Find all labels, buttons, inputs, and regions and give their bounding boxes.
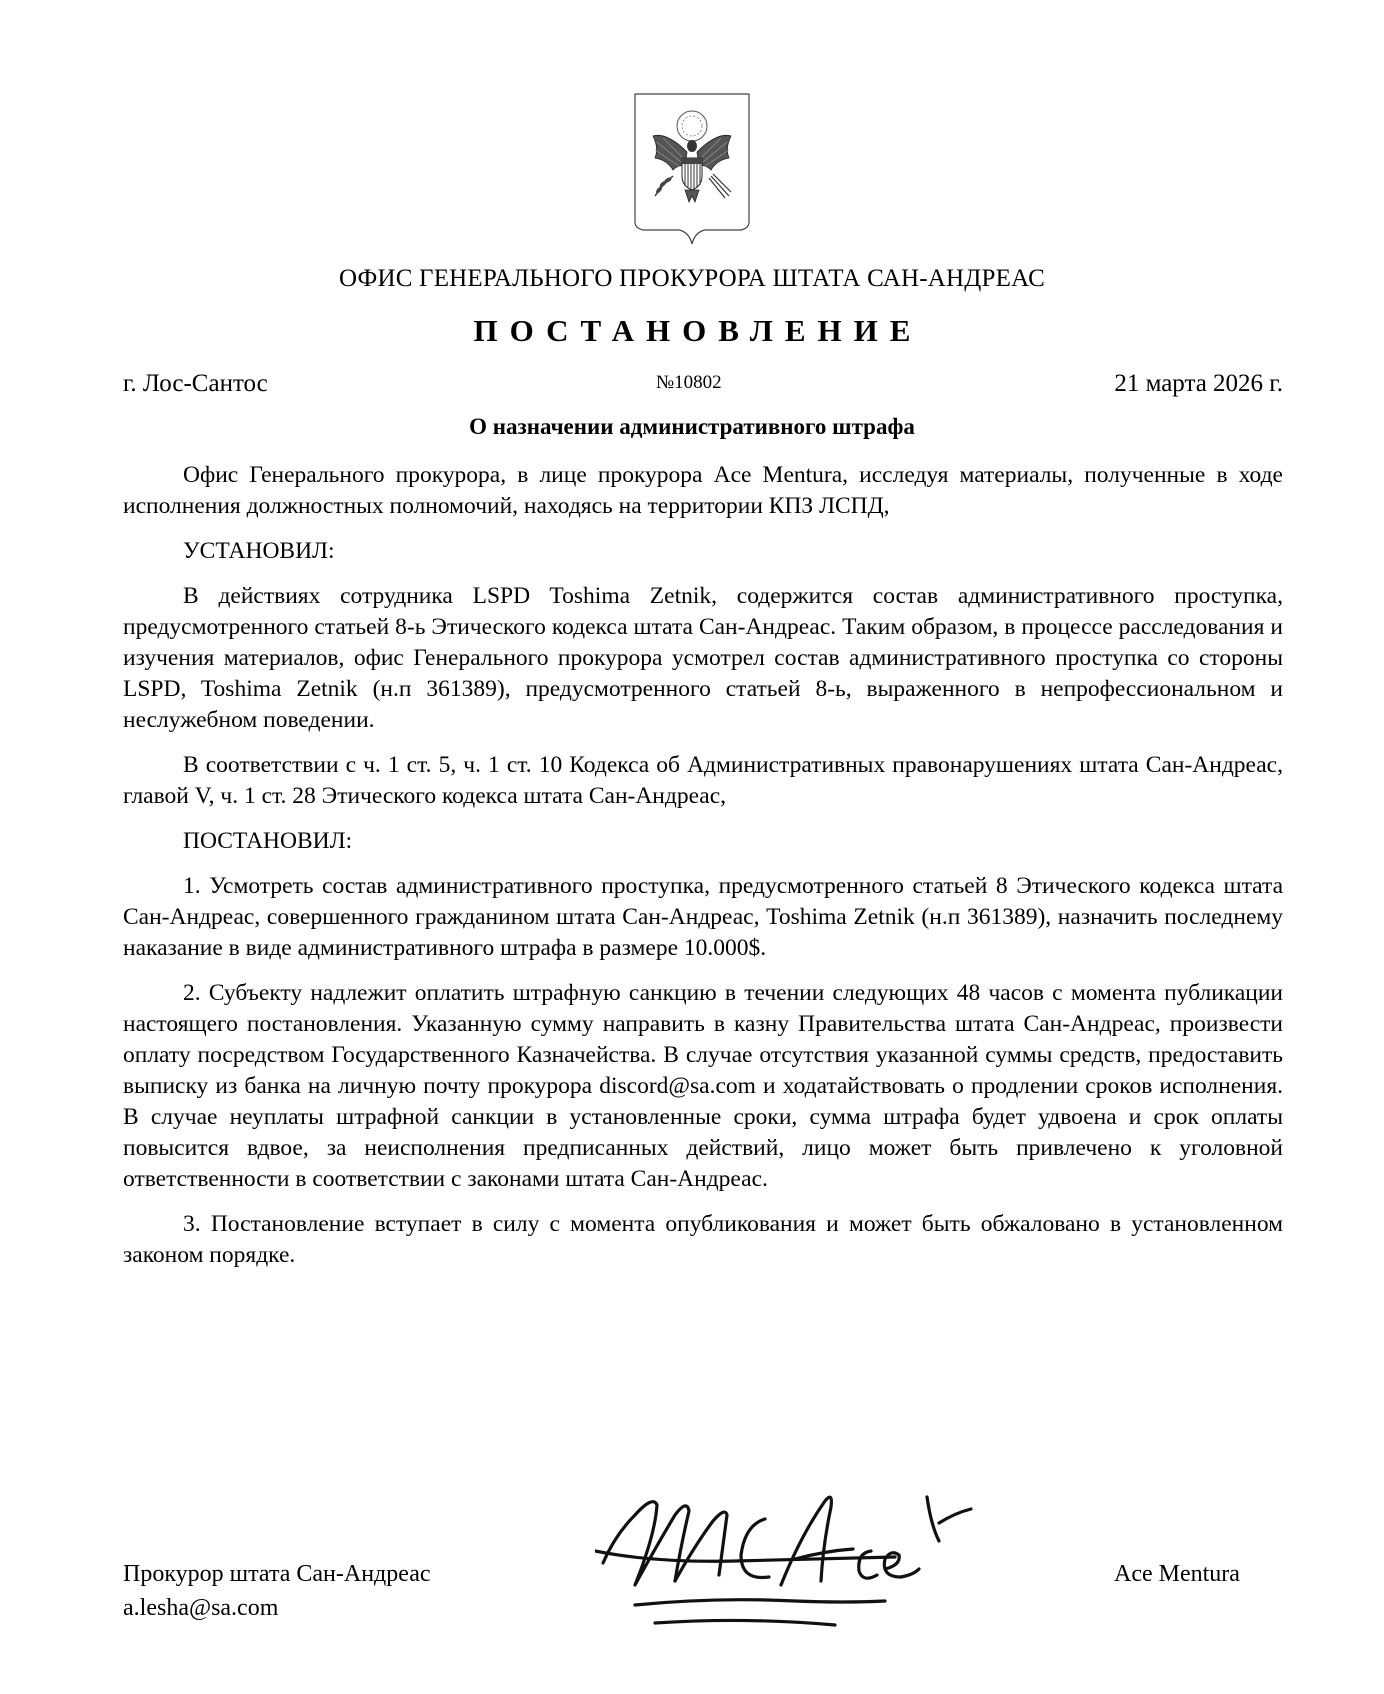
intro-paragraph: Офис Генерального прокурора, в лице прокурора Ace Mentura, исследуя материалы, полученные в ходе исполнения должностных полномочий, находясь на территории КПЗ ЛСПД, bbox=[123, 462, 1283, 519]
established-heading: УСТАНОВИЛ: bbox=[183, 538, 335, 564]
signer-position: Прокурор штата Сан-Андреас bbox=[123, 1561, 431, 1587]
document-city: г. Лос-Сантос bbox=[123, 370, 268, 397]
decided-heading: ПОСТАНОВИЛ: bbox=[183, 828, 353, 854]
decision-item-3: 3. Постановление вступает в силу с момента опубликования и может быть обжаловано в установленном законом порядке. bbox=[123, 1211, 1283, 1268]
eagle-coat-of-arms-icon bbox=[633, 92, 751, 246]
document-meta-row bbox=[123, 370, 1283, 404]
established-paragraph: В действиях сотрудника LSPD Toshima Zetnik, содержится состав административного проступка, предусмотренного статьей 8-ь Этического кодекса штата Сан-Андреас. Таким образом, в процессе расследования и изучения материалов, офис Генерального прокурора усмотрел состав административного проступка со стороны LSPD, Toshima Zetnik (н.п 361389), предусмотренного статьей 8-ь, выраженного в непрофессиональном и неслужебном поведении. bbox=[123, 583, 1283, 733]
document-body bbox=[123, 460, 1283, 1285]
handwritten-signature-icon bbox=[595, 1485, 1005, 1635]
signer-email: a.lesha@sa.com bbox=[123, 1595, 279, 1621]
document-title: ПОСТАНОВЛЕНИЕ bbox=[473, 313, 923, 348]
office-title: ОФИС ГЕНЕРАЛЬНОГО ПРОКУРОРА ШТАТА САН-АНДРЕАС bbox=[338, 265, 1046, 292]
signer-name: Ace Mentura bbox=[1114, 1561, 1240, 1587]
document-number: №10802 bbox=[656, 372, 722, 393]
legal-basis-paragraph: В соответствии с ч. 1 ст. 5, ч. 1 ст. 10 Кодекса об Административных правонарушениях штата Сан-Андреас, главой V, ч. 1 ст. 28 Этического кодекса штата Сан-Андреас, bbox=[123, 752, 1283, 809]
signer-position-block bbox=[123, 1557, 431, 1625]
document-subject: О назначении административного штрафа bbox=[469, 414, 915, 439]
decision-item-1: 1. Усмотреть состав административного проступка, предусмотренного статьей 8 Этического кодекса штата Сан-Андреас, совершенного гражданином штата Сан-Андреас, Toshima Zetnik (н.п 361389), назначить последнему наказание в виде административного штрафа в размере 10.000$. bbox=[123, 873, 1283, 961]
decision-item-2: 2. Субъекту надлежит оплатить штрафную санкцию в течении следующих 48 часов с момента публикации настоящего постановления. Указанную сумму направить в казну Правительства штата Сан-Андреас, произвести оплату посредством Государственного Казначейства. В случае отсутствия указанной суммы средств, предоставить выписку из банка на личную почту прокурора discord@sa.com и ходатайствовать о продлении сроков исполнения. В случае неуплаты штрафной санкции в установленные сроки, сумма штрафа будет удвоена и срок оплаты повысится вдвое, за неисполнения предписанных действий, лицо может быть привлечено к уголовной ответственности в соответствии с законами штата Сан-Андреас. bbox=[123, 980, 1283, 1192]
document-date: 21 марта 2026 г. bbox=[1114, 370, 1283, 397]
